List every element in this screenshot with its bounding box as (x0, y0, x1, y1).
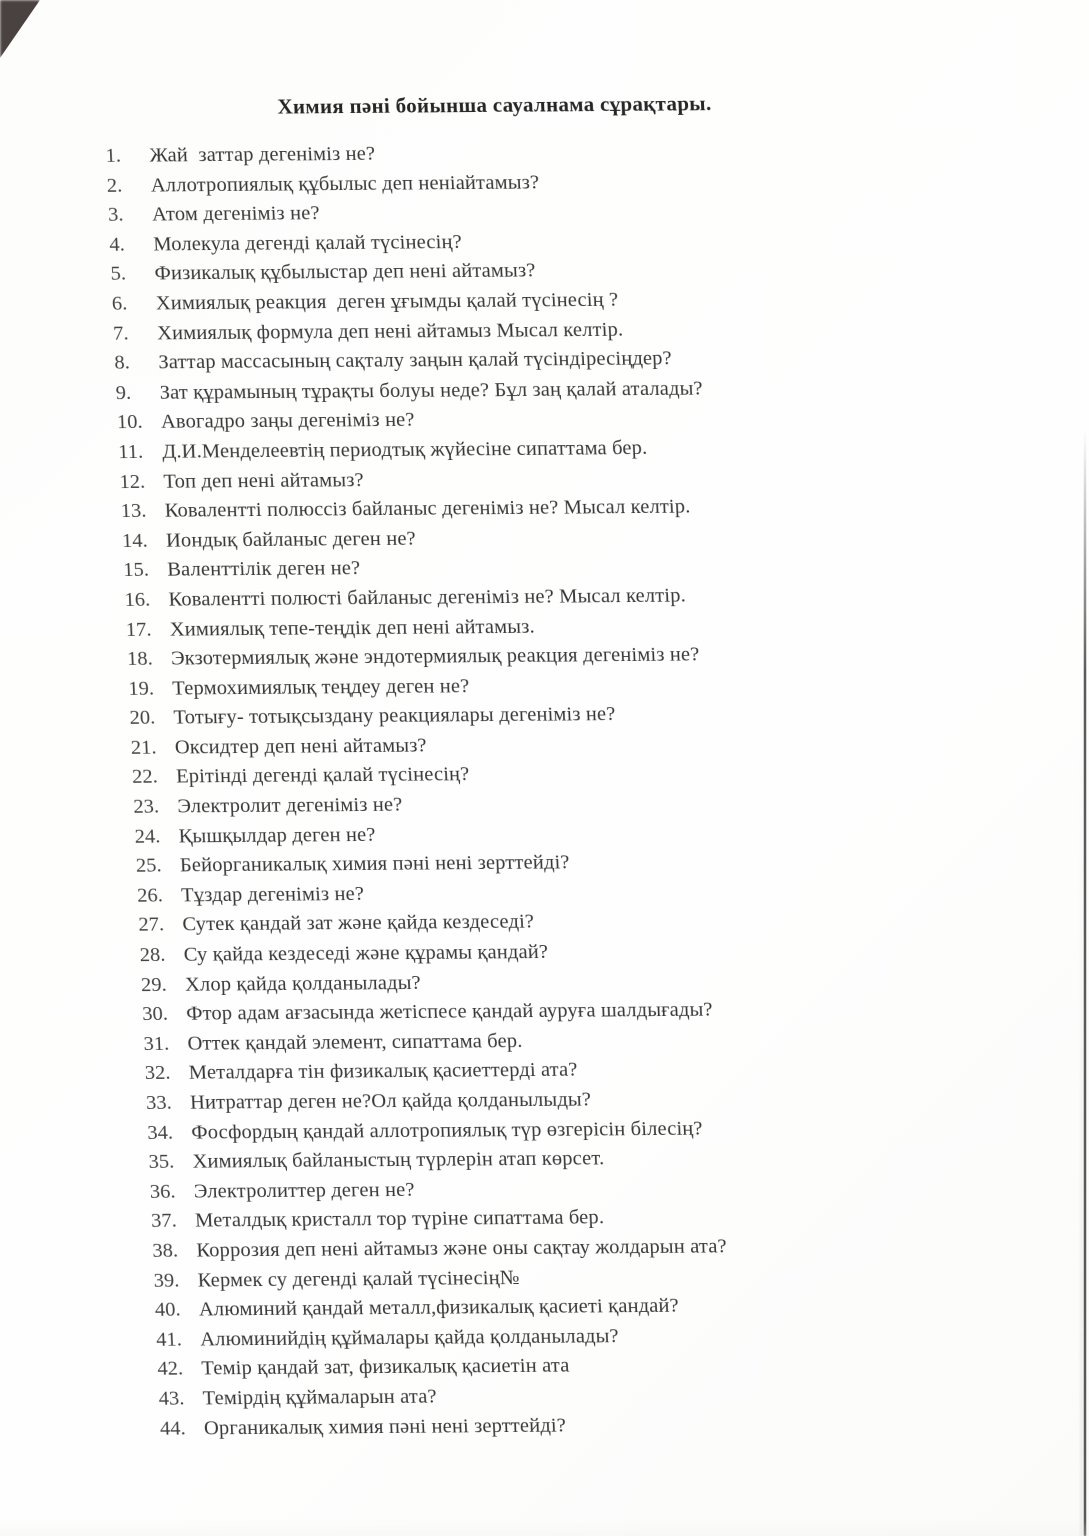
question-text: Фтор адам ағзасында жетіспесе қандай ауруға шалдығады? (185, 998, 714, 1025)
question-text: Тотығу- тотықсыздану реакциялары дегеніміз не? (173, 703, 616, 729)
question-number: 20. (129, 706, 156, 730)
question-number: 16. (124, 588, 151, 611)
question-text: Аллотропиялық құбылыс деп неніайтамыз? (150, 171, 540, 197)
question-number: 44. (159, 1417, 187, 1440)
question-number: 26. (136, 884, 164, 907)
question-text: Ерітінді дегенді қалай түсінесің? (175, 763, 470, 789)
question-number: 23. (132, 795, 160, 818)
question-text: Оттек қандай элемент, сипаттама бер. (187, 1029, 523, 1055)
question-text: Ковалентті полюссіз байланыс дегеніміз не? Мысал келтір. (164, 495, 691, 522)
question-text: Химиялық реакция деген ұғымды қалай түсінесің ? (155, 288, 619, 315)
question-text: Алюминий қандай металл,физикалық қасиеті қандай? (198, 1294, 680, 1321)
document-title: Химия пәні бойынша сауалнама сұрақтары. (276, 91, 712, 119)
question-number: 2. (106, 174, 123, 197)
question-number: 4. (108, 233, 126, 256)
question-number: 31. (143, 1032, 170, 1055)
question-text: Химиялық тепе-теңдік деп нені айтамыз. (169, 615, 536, 641)
question-number: 22. (131, 766, 159, 789)
question-text: Заттар массасының сақталу заңын қалай түсіндіресіңдер? (157, 347, 673, 374)
question-number: 35. (148, 1150, 175, 1174)
question-number: 14. (121, 529, 149, 552)
question-text: Химиялық формула деп нені айтамыз Мысал келтір. (156, 318, 624, 345)
question-number: 40. (154, 1298, 182, 1322)
question-text: Коррозия деп нені айтамыз және оны сақтау жолдарын ата? (195, 1235, 728, 1262)
question-number: 10. (116, 411, 144, 434)
question-text: Электролиттер деген не? (193, 1178, 416, 1203)
question-number: 7. (112, 322, 129, 345)
question-text: Қышқылдар деген не? (178, 823, 377, 848)
question-number: 6. (111, 292, 128, 315)
question-number: 42. (156, 1358, 184, 1381)
question-text: Су қайда кездеседі және құрамы қандай? (183, 940, 549, 966)
question-number: 3. (107, 204, 124, 227)
question-number: 21. (130, 736, 157, 759)
page-edge-shadow (1080, 650, 1083, 1536)
question-text: Топ деп нені айтамыз? (163, 468, 365, 493)
question-number: 18. (126, 647, 154, 671)
question-text: Органикалық химия пәні нені зерттейді? (203, 1414, 567, 1440)
question-text: Электролит дегеніміз не? (176, 793, 403, 818)
question-list (97, 135, 1082, 1444)
question-text: Атом дегеніміз не? (151, 202, 321, 226)
question-number: 13. (120, 499, 147, 523)
question-text: Фосфордың қандай аллотропиялық түр өзгерісін білесің? (190, 1117, 704, 1144)
question-text: Д.И.Менделеевтің периодтық жүйесіне сипаттама бер. (161, 436, 648, 463)
question-text: Кермек су дегенді қалай түсінесің№ (197, 1266, 520, 1292)
question-number: 34. (146, 1121, 174, 1144)
question-number: 27. (138, 914, 165, 937)
question-number: 33. (145, 1091, 173, 1114)
question-number: 15. (122, 559, 150, 582)
question-number: 37. (150, 1210, 178, 1233)
question-text: Оксидтер деп нені айтамыз? (174, 734, 428, 759)
question-text: Темірдің құймаларын ата? (202, 1385, 438, 1410)
question-number: 25. (135, 854, 163, 878)
question-text: Жай заттар дегеніміз не? (149, 142, 376, 167)
question-number: 12. (119, 470, 146, 493)
page-edge-line (1084, 430, 1086, 1536)
bottom-vignette (0, 1518, 1089, 1536)
question-number: 19. (127, 677, 155, 700)
question-number: 29. (140, 973, 168, 996)
question-text: Химиялық байланыстың түрлерін атап көрсет. (192, 1147, 605, 1173)
document-content (95, 89, 1082, 1444)
question-text: Металдарға тін физикалық қасиеттерді ата? (188, 1058, 579, 1084)
question-number: 41. (155, 1328, 183, 1351)
question-text: Металдық кристалл тор түріне сипаттама бер. (194, 1206, 605, 1232)
question-number: 17. (125, 618, 152, 641)
question-number: 30. (141, 1002, 169, 1026)
question-text: Экзотермиялық және эндотермиялық реакция дегеніміз не? (170, 643, 700, 670)
question-text: Авогадро заңы дегеніміз не? (160, 408, 416, 433)
question-number: 11. (117, 440, 144, 463)
question-text: Молекула дегенді қалай түсінесің? (152, 230, 463, 256)
question-number: 32. (144, 1062, 171, 1085)
question-text: Термохимиялық теңдеу деген не? (171, 674, 470, 700)
question-number: 36. (149, 1180, 176, 1203)
question-number: 39. (153, 1269, 180, 1292)
question-number: 28. (139, 943, 166, 966)
question-text: Сутек қандай зат және қайда кездеседі? (181, 911, 535, 937)
question-number: 24. (134, 825, 161, 848)
question-text: Иондық байланыс деген не? (165, 527, 417, 552)
question-text: Нитраттар деген не?Ол қайда қолданылыды? (189, 1088, 592, 1114)
question-number: 38. (151, 1239, 179, 1262)
question-number: 5. (110, 263, 127, 286)
question-text: Физикалық құбылыстар деп нені айтамыз? (154, 259, 536, 285)
question-text: Алюминийдің құймалары қайда қолданылады? (199, 1325, 620, 1351)
question-text: Темір қандай зат, физикалық қасиетін ата (200, 1355, 570, 1380)
question-text: Бейорганикалық химия пәні нені зерттейді? (179, 851, 571, 877)
question-number: 43. (158, 1387, 185, 1410)
question-number: 1. (105, 144, 122, 167)
question-text: Зат құрамының тұрақты болуы неде? Бұл заң қалай аталады? (159, 377, 704, 404)
question-item (159, 1407, 1082, 1444)
question-text: Ковалентті полюсті байланыс дегеніміз не? Мысал келтір. (168, 584, 687, 611)
scanner-corner-shadow (0, 0, 40, 58)
question-text: Хлор қайда қолданылады? (184, 971, 422, 996)
question-number: 9. (115, 381, 132, 404)
question-text: Валенттілік деген не? (166, 557, 361, 581)
question-text: Тұздар дегеніміз не? (180, 882, 365, 907)
question-number: 8. (113, 351, 131, 375)
